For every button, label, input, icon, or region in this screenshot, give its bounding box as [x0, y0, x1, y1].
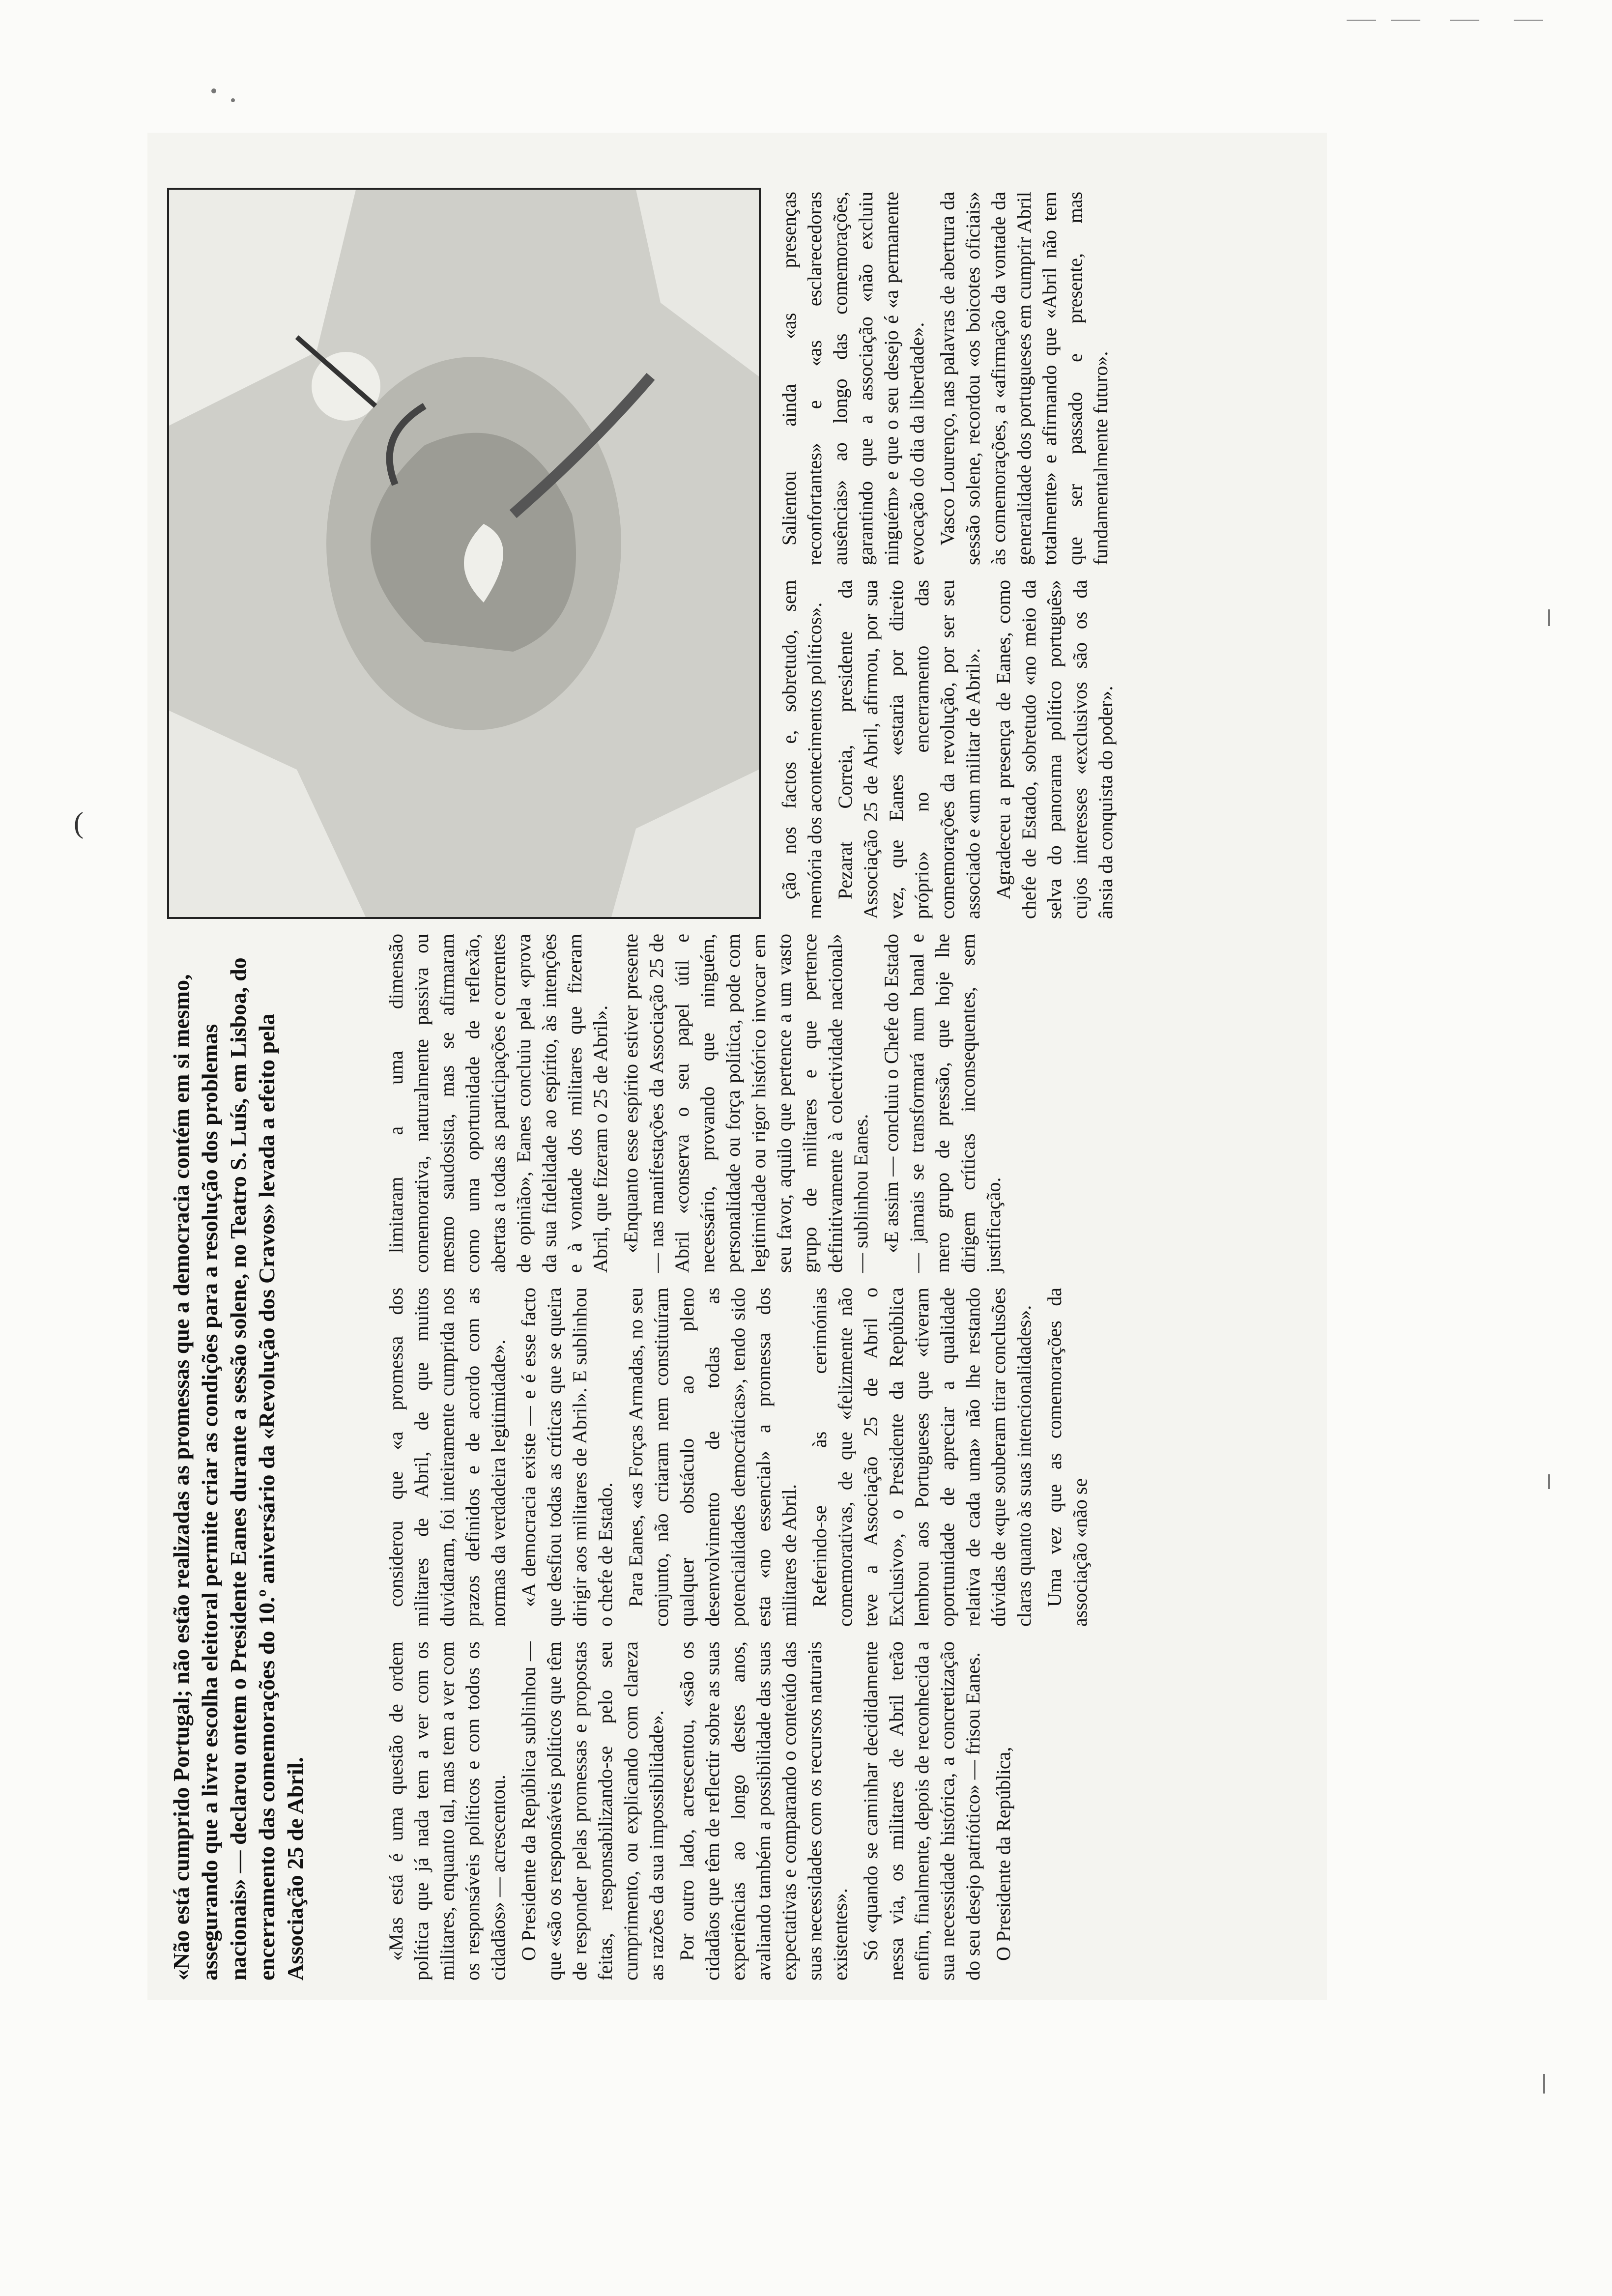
paragraph: ção nos factos e, sobretudo, sem memória dos acontecimentos políticos».	[778, 580, 826, 919]
paragraph: «A democracia existe — e é esse facto que desfiou todas as críticas que se queira dirigir aos militares de Abril». E sublinhou o chefe de Estado.	[518, 1288, 616, 1627]
article-column-3	[383, 934, 1011, 1273]
paragraph: considerou que «a promessa dos militares de Abril, de que muitos duvidaram, foi inteiramente cumprida nos prazos definidos e de acordo com as normas da verdadeira legitimidade».	[385, 1288, 509, 1627]
paragraph: «Enquanto esse espírito estiver presente — nas manifestações da Associação 25 de Abril «conserva o seu papel útil e necessário, provando que ninguém, personalidade ou força política, pode com legitimidade ou rigor histórico invocar em seu favor, aquilo que pertence a um vasto grupo de militares e que pertence definitivamente à colectividade nacional» — sublinhou Eanes.	[620, 934, 872, 1273]
scan-speck	[1347, 20, 1376, 21]
paragraph: Para Eanes, «as Forças Armadas, no seu conjunto, não criaram nem constituíram qualquer obstáculo ao pleno desenvolvimento de todas as potencialidades democráticas», tendo sido esta «no essencial» a promessa dos militares de Abril.	[625, 1288, 800, 1627]
paragraph: Por outro lado, acrescentou, «são os cidadãos que têm de reflectir sobre as suas experiências ao longo destes anos, avaliando também a possibilidade das suas expectativas e comparando o conteúdo das suas necessidades com os recursos naturais existentes».	[676, 1641, 851, 1980]
scan-speck	[1548, 609, 1550, 626]
scan-speck	[1514, 20, 1543, 21]
paragraph: Agradeceu a presença de Eanes, como chefe de Estado, sobretudo «no meio da selva do panorama político português» cujos interesses «exclusivos são os da ânsia da conquista do poder».	[992, 580, 1117, 919]
article-column-2	[383, 1288, 1098, 1627]
scan-speck	[1543, 2074, 1545, 2094]
page-mark: (	[74, 806, 84, 839]
scan-speck	[1450, 20, 1479, 21]
paragraph: limitaram a uma dimensão comemorativa, naturalmente passiva ou mesmo saudosista, mas se afirmaram como uma oportunidade de reflexão, abertas a todas as participações e correntes de opinião», Eanes concluiu pela «prova da sua fidelidade ao espírito, às intenções e à vontade dos militares que fizeram Abril, que fizeram o 25 de Abril».	[385, 934, 611, 1273]
carnation-emblem-image	[169, 190, 759, 917]
article-column-4	[777, 580, 1123, 919]
paragraph: O Presidente da República,	[992, 1747, 1014, 1961]
paragraph: «Mas está é uma questão de ordem política que já nada tem a ver com os militares, enquanto tal, mas tem a ver com os responsáveis políticos e com todos os cidadãos» — acrescentou.	[385, 1641, 509, 1980]
clipping-rotated-content	[147, 133, 1327, 2000]
paragraph: Referindo-se às cerimónias comemorativas, de que «felizmente não teve a Associação 25 de Abril o Exclusivo», o Presidente da República lembrou aos Portugueses que «tiveram oportunidade de apreciar a qualidade relativa de cada uma» não lhe restando dúvidas de «que souberam tirar conclusões claras quanto às suas intencionalidades».	[808, 1288, 1035, 1627]
paragraph: Vasco Lourenço, nas palavras de abertura da sessão solene, recordou «os boicotes oficiais» às comemorações, a «afirmação da vontade da generalidade dos portugueses em cumprir Abril totalmente» e afirmando que «Abril não tem que ser passado e presente, mas fundamentalmente futuro».	[936, 192, 1112, 565]
article-column-5	[777, 192, 1119, 565]
paragraph: Salientou ainda «as presenças reconfortantes» e «as esclarecedoras ausências» ao longo das comemorações, garantindo que a associação «não excluiu ninguém» e que o seu desejo é «a permanente evocação do dia da liberdade».	[778, 192, 928, 565]
paragraph: Pezarat Correia, presidente da Associação 25 de Abril, afirmou, por sua vez, que Eanes «estaria por direito próprio» no encerramento das comemorações da revolução, por ser seu associado e «um militar de Abril».	[834, 580, 984, 919]
article-lead: «Não está cumprido Portugal; não estão realizadas as promessas que a democracia contém em si mesmo, assegurando que a livre escolha eleitoral permite criar as condições para a resolução dos problemas nacionais» — declarou ontem o Presidente Eanes durante a sessão solene, no Teatro S. Luís, em Lisboa, do encerramento das comemorações do 10.º aniversário da «Revolução dos Cravos» levada a efeito pela Associação 25 de Abril.	[169, 957, 308, 1980]
scan-speck	[231, 98, 235, 102]
scan-speck	[211, 88, 216, 93]
newspaper-clipping	[147, 133, 1327, 2000]
paragraph: O Presidente da República sublinhou — que «são os responsáveis políticos que têm de responder pelas promessas e propostas feitas, responsabilizando-se pelo seu cumprimento, ou explicando com clareza as razões da sua impossibilidade».	[518, 1641, 667, 1980]
paragraph: «E assim — concluiu o Chefe do Estado — jamais se transformará num banal e mero grupo de pressão, que hoje lhe dirigem críticas inconsequentes, sem justificação.	[880, 934, 1005, 1273]
paragraph: Só «quando se caminhar decididamente nessa via, os militares de Abril terão enfim, finalmente, depois de reconhecida a sua necessidade histórica, a concretização do seu desejo patriótico» — frisou Eanes.	[860, 1641, 984, 1980]
scan-speck	[1391, 20, 1420, 21]
scan-speck	[1548, 1474, 1550, 1489]
paragraph: Uma vez que as comemorações da associação «não se	[1043, 1288, 1091, 1627]
article-photo	[167, 188, 761, 919]
article-column-1	[383, 1641, 1021, 1980]
